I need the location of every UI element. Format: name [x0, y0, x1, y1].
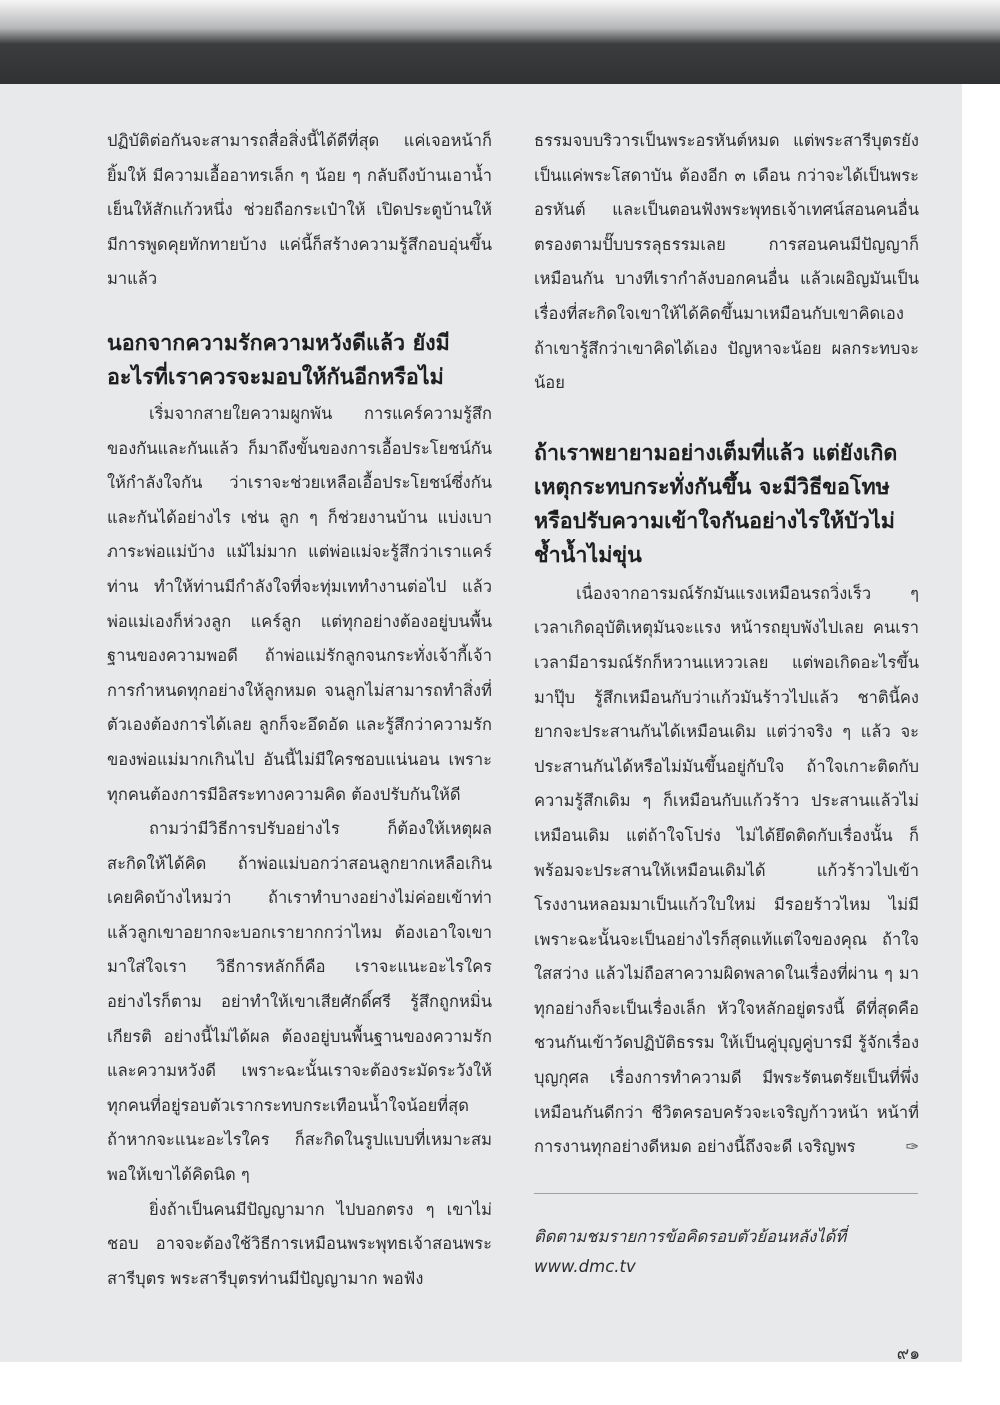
footnote-divider [534, 1193, 918, 1194]
footnote-url-link[interactable]: www.dmc.tv [534, 1256, 636, 1276]
left-paragraph-3: ยิ่งถ้าเป็นคนมีปัญญามาก ไปบอกตรง ๆ เขาไม่ชอบ อาจจะต้องใช้วิธีการเหมือนพระพุทธเจ้าสอนพระสารีบุตร พระสารีบุตรท่านมีปัญญามาก พอฟัง [107, 1199, 492, 1288]
left-paragraph-1: เริ่มจากสายใยความผูกพัน การแคร์ความรู้สึกของกันและกันแล้ว ก็มาถึงขั้นของการเอื้อประโยชน์กัน ให้กำลังใจกัน ว่าเราจะช่วยเหลือเอื้อประโยชน์ซึ่งกันและกันได้อย่างไร เช่น ลูก ๆ ก็ช่วยงานบ้าน แบ่งเบาภาระพ่อแม่บ้าง แม้ไม่มาก แต่พ่อแม่จะรู้สึกว่าเราแคร์ท่าน ทำให้ท่านมีกำลังใจที่จะทุ่มเททำงานต่อไป แล้วพ่อแม่เองก็ห่วงลูก แคร์ลูก แต่ทุกอย่างต้องอยู่บนพื้นฐานของความพอดี ถ้าพ่อแม่รักลูกจนกระทั่งเจ้ากี้เจ้าการกำหนดทุกอย่างให้ลูกหมด จนลูกไม่สามารถทำสิ่งที่ตัวเองต้องการได้เลย ลูกก็จะอึดอัด และรู้สึกว่าความรักของพ่อแม่มากเกินไป อันนี้ไม่มีใครชอบแน่นอน เพราะทุกคนต้องการมีอิสระทางความคิด ต้องปรับกันให้ดี [107, 403, 492, 804]
section-heading-right: ถ้าเราพยายามอย่างเต็มที่แล้ว แต่ยังเกิดเหตุกระทบกระทั่งกันขึ้น จะมีวิธีขอโทษหรือปรับความเข้าใจกันอย่างไรให้บัวไม่ช้ำน้ำไม่ขุ่น [534, 440, 898, 568]
top-header-band [0, 0, 1000, 84]
page-number: ๙๑ [896, 1344, 920, 1364]
page-right-margin [962, 84, 1000, 1362]
left-column [107, 124, 492, 1296]
right-column [534, 124, 919, 1282]
footnote [534, 1222, 919, 1282]
left-paragraph-2: ถามว่ามีวิธีการปรับอย่างไร ก็ต้องให้เหตุผล สะกิดให้ได้คิด ถ้าพ่อแม่บอกว่าสอนลูกยากเหลือเกิน เคยคิดบ้างไหมว่า ถ้าเราทำบางอย่างไม่ค่อยเข้าท่า แล้วลูกเขาอยากจะบอกเรายากกว่าไหม ต้องเอาใจเขามาใส่ใจเรา วิธีการหลักก็คือ เราจะแนะอะไรใคร อย่างไรก็ตาม อย่าทำให้เขาเสียศักดิ์ศรี รู้สึกถูกหมิ่นเกียรติ อย่างนี้ไม่ได้ผล ต้องอยู่บนพื้นฐานของความรักและความหวังดี เพราะฉะนั้นเราจะต้องระมัดระวังให้ทุกคนที่อยู่รอบตัวเรากระทบกระเทือนน้ำใจน้อยที่สุด ถ้าหากจะแนะอะไรใคร ก็สะกิดในรูปแบบที่เหมาะสม พอให้เขาได้คิดนิด ๆ [107, 819, 492, 1185]
intro-paragraph: ปฏิบัติต่อกันจะสามารถสื่อสิ่งนี้ได้ดีที่สุด แค่เจอหน้าก็ยิ้มให้ มีความเอื้ออาทรเล็ก ๆ น้อย ๆ กลับถึงบ้านเอาน้ำเย็นให้สักแก้วหนึ่ง ช่วยถือกระเป๋าให้ เปิดประตูบ้านให้ มีการพูดคุยทักทายบ้าง แค่นี้ก็สร้างความรู้สึกอบอุ่นขึ้นมาแล้ว [107, 131, 492, 289]
footnote-text: ติดตามชมรายการข้อคิดรอบตัวย้อนหลังได้ที่ [534, 1226, 847, 1246]
section-heading-left: นอกจากความรักความหวังดีแล้ว ยังมีอะไรที่เราควรจะมอบให้กันอีกหรือไม่ [107, 330, 450, 390]
continued-paragraph: ธรรมจบบริวารเป็นพระอรหันต์หมด แต่พระสารีบุตรยังเป็นแค่พระโสดาบัน ต้องอีก ๓ เดือน กว่าจะได้เป็นพระอรหันต์ และเป็นตอนฟังพระพุทธเจ้าเทศน์สอนคนอื่น ตรองตามปั๊บบรรลุธรรมเลย การสอนคนมีปัญญาก็เหมือนกัน บางทีเรากำลังบอกคนอื่น แล้วเผอิญมันเป็นเรื่องที่สะกิดใจเขาให้ได้คิดขึ้นมาเหมือนกับเขาคิดเอง ถ้าเขารู้สึกว่าเขาคิดได้เอง ปัญหาจะน้อย ผลกระทบจะน้อย [534, 131, 919, 393]
right-paragraph-1 [534, 577, 919, 1165]
article-end-mark-icon: ✑ [905, 1137, 920, 1157]
right-paragraph-1-text: เนื่องจากอารมณ์รักมันแรงเหมือนรถวิ่งเร็ว ๆ เวลาเกิดอุบัติเหตุมันจะแรง หน้ารถยุบพังไปเลย คนเราเวลามีอารมณ์รักก็หวานแหววเลย แต่พอเกิดอะไรขึ้นมาปุ๊บ รู้สึกเหมือนกับว่าแก้วมันร้าวไปแล้ว ชาตินี้คงยากจะประสานกันได้เหมือนเดิม แต่ว่าจริง ๆ แล้ว จะประสานกันได้หรือไม่มันขึ้นอยู่กับใจ ถ้าใจเกาะติดกับความรู้สึกเดิม ๆ ก็เหมือนกับแก้วร้าว ประสานแล้วไม่เหมือนเดิม แต่ถ้าใจโปร่ง ไม่ได้ยึดติดกับเรื่องนั้น ก็พร้อมจะประสานให้เหมือนเดิมได้ แก้วร้าวไปเข้าโรงงานหลอมมาเป็นแก้วใบใหม่ มีรอยร้าวไหม ไม่มี เพราะฉะนั้นจะเป็นอย่างไรก็สุดแท้แต่ใจของคุณ ถ้าใจใสสว่าง แล้วไม่ถือสาความผิดพลาดในเรื่องที่ผ่าน ๆ มา ทุกอย่างก็จะเป็นเรื่องเล็ก หัวใจหลักอยู่ตรงนี้ ดีที่สุดคือชวนกันเข้าวัดปฏิบัติธรรม ให้เป็นคู่บุญคู่บารมี รู้จักเรื่องบุญกุศล เรื่องการทำความดี มีพระรัตนตรัยเป็นที่พึ่งเหมือนกันดีกว่า ชีวิตครอบครัวจะเจริญก้าวหน้า หน้าที่การงานทุกอย่างดีหมด อย่างนี้ถึงจะดี เจริญพร [534, 583, 919, 1157]
